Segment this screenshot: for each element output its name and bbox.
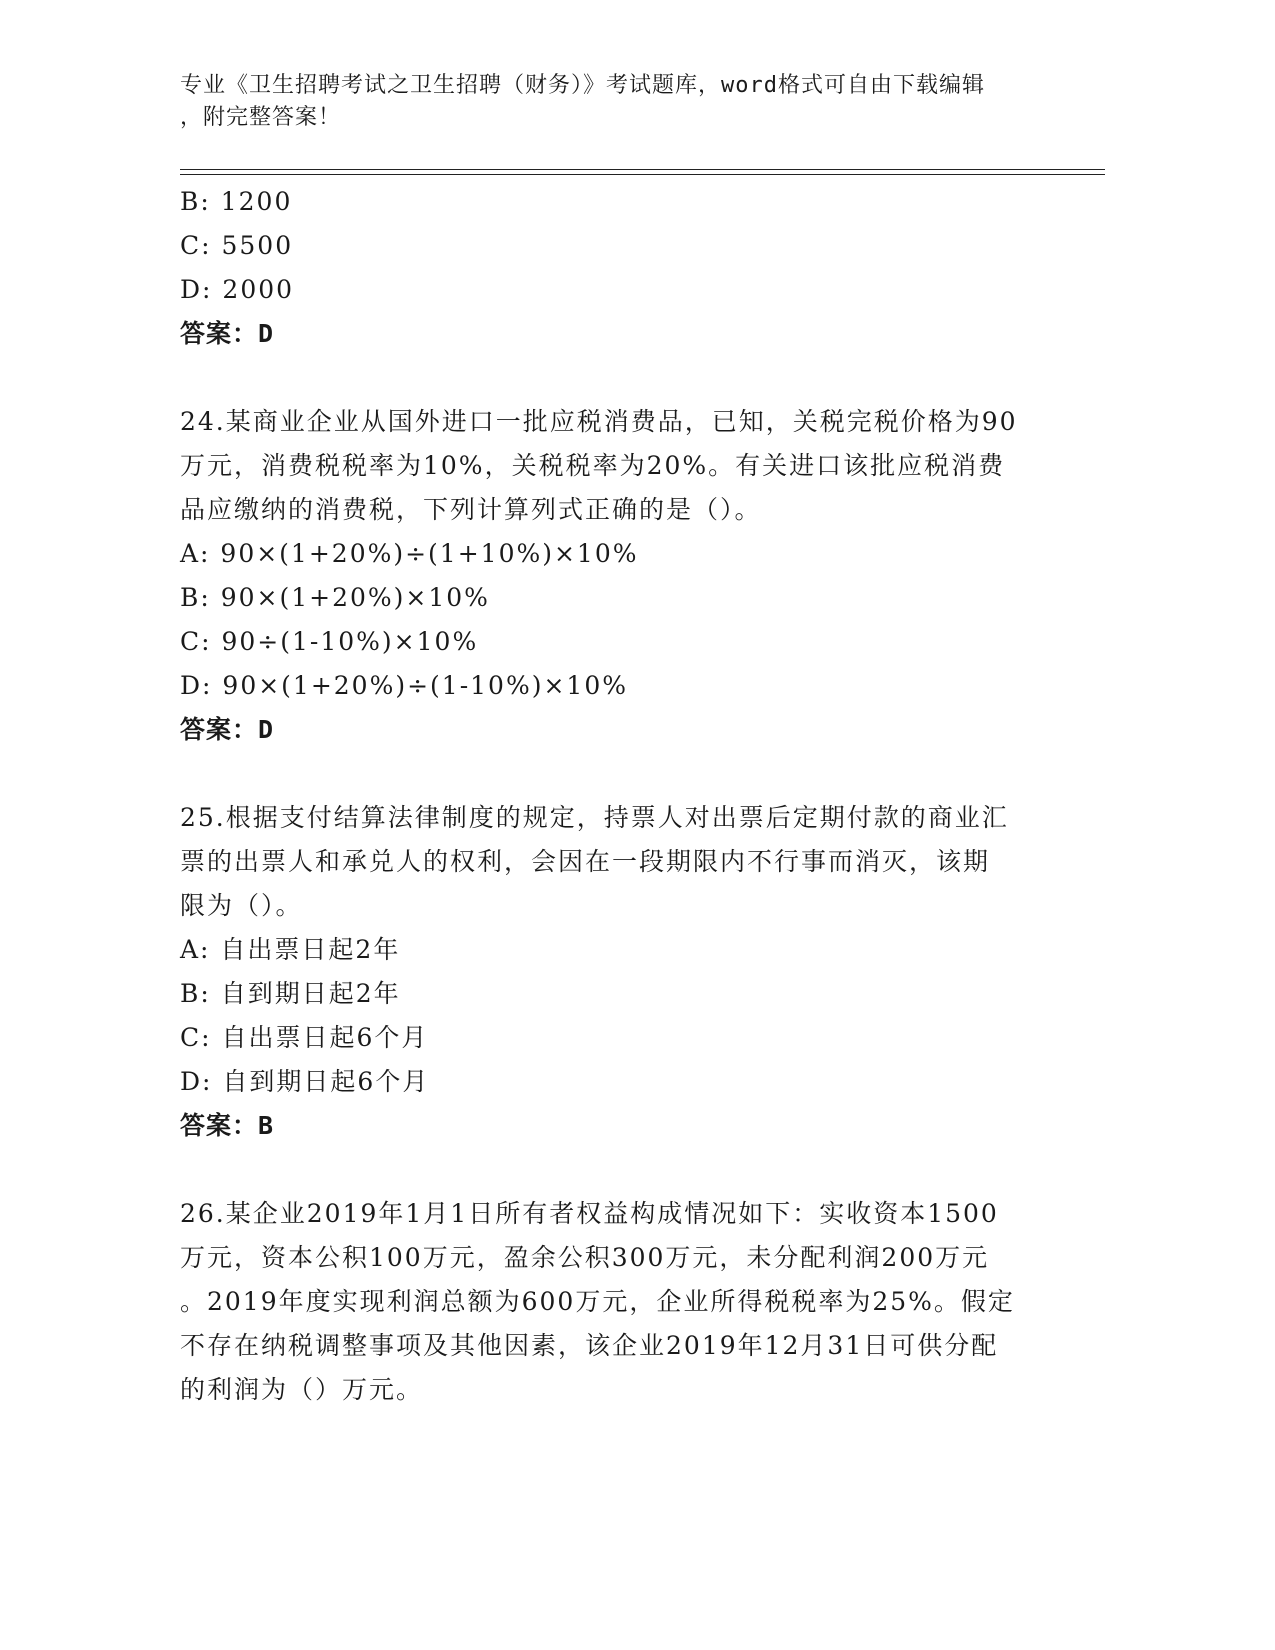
question-25 [180,796,1050,1148]
header-line-1: 专业《卫生招聘考试之卫生招聘（财务）》考试题库，word格式可自由下载编辑 [180,73,985,98]
option-c: C: 自出票日起6个月 [180,1023,429,1052]
question-23-tail [180,180,1050,356]
answer-line: 答案：D [180,715,275,744]
question-content [180,180,1050,1412]
question-stem [180,400,1050,532]
option-d: D: 90×(1+20%)÷(1-10%)×10% [180,671,628,700]
option-c: C: 5500 [180,231,294,260]
document-header [180,70,1040,134]
answer-line: 答案：D [180,319,275,348]
stem-line: 25.根据支付结算法律制度的规定，持票人对出票后定期付款的商业汇 [180,803,1009,832]
option-a: A: 自出票日起2年 [180,935,401,964]
header-divider-bottom [180,174,1105,175]
stem-line: 限为（）。 [180,891,303,920]
question-26 [180,1192,1050,1412]
stem-line: 万元，资本公积100万元，盈余公积300万元，未分配利润200万元 [180,1243,990,1272]
header-divider-top [180,169,1105,170]
question-stem [180,1192,1050,1412]
header-line-2: ，附完整答案！ [180,105,342,130]
stem-line: 。2019年度实现利润总额为600万元，企业所得税税率为25%。假定 [180,1287,1015,1316]
option-b: B: 1200 [180,187,293,216]
option-d: D: 2000 [180,275,295,304]
option-b: B: 90×(1+20%)×10% [180,583,490,612]
stem-line: 24.某商业企业从国外进口一批应税消费品，已知，关税完税价格为90 [180,407,1018,436]
stem-line: 26.某企业2019年1月1日所有者权益构成情况如下：实收资本1500 [180,1199,999,1228]
stem-line: 不存在纳税调整事项及其他因素，该企业2019年12月31日可供分配 [180,1331,999,1360]
stem-line: 品应缴纳的消费税，下列计算列式正确的是（）。 [180,495,762,524]
option-c: C: 90÷(1-10%)×10% [180,627,479,656]
option-a: A: 90×(1+20%)÷(1+10%)×10% [180,539,639,568]
question-24 [180,400,1050,752]
option-b: B: 自到期日起2年 [180,979,401,1008]
stem-line: 的利润为（）万元。 [180,1375,424,1404]
stem-line: 万元，消费税税率为10%，关税税率为20%。有关进口该批应税消费 [180,451,1006,480]
question-stem [180,796,1050,928]
stem-line: 票的出票人和承兑人的权利，会因在一段期限内不行事而消灭，该期 [180,847,991,876]
answer-line: 答案：B [180,1111,275,1140]
option-d: D: 自到期日起6个月 [180,1067,430,1096]
